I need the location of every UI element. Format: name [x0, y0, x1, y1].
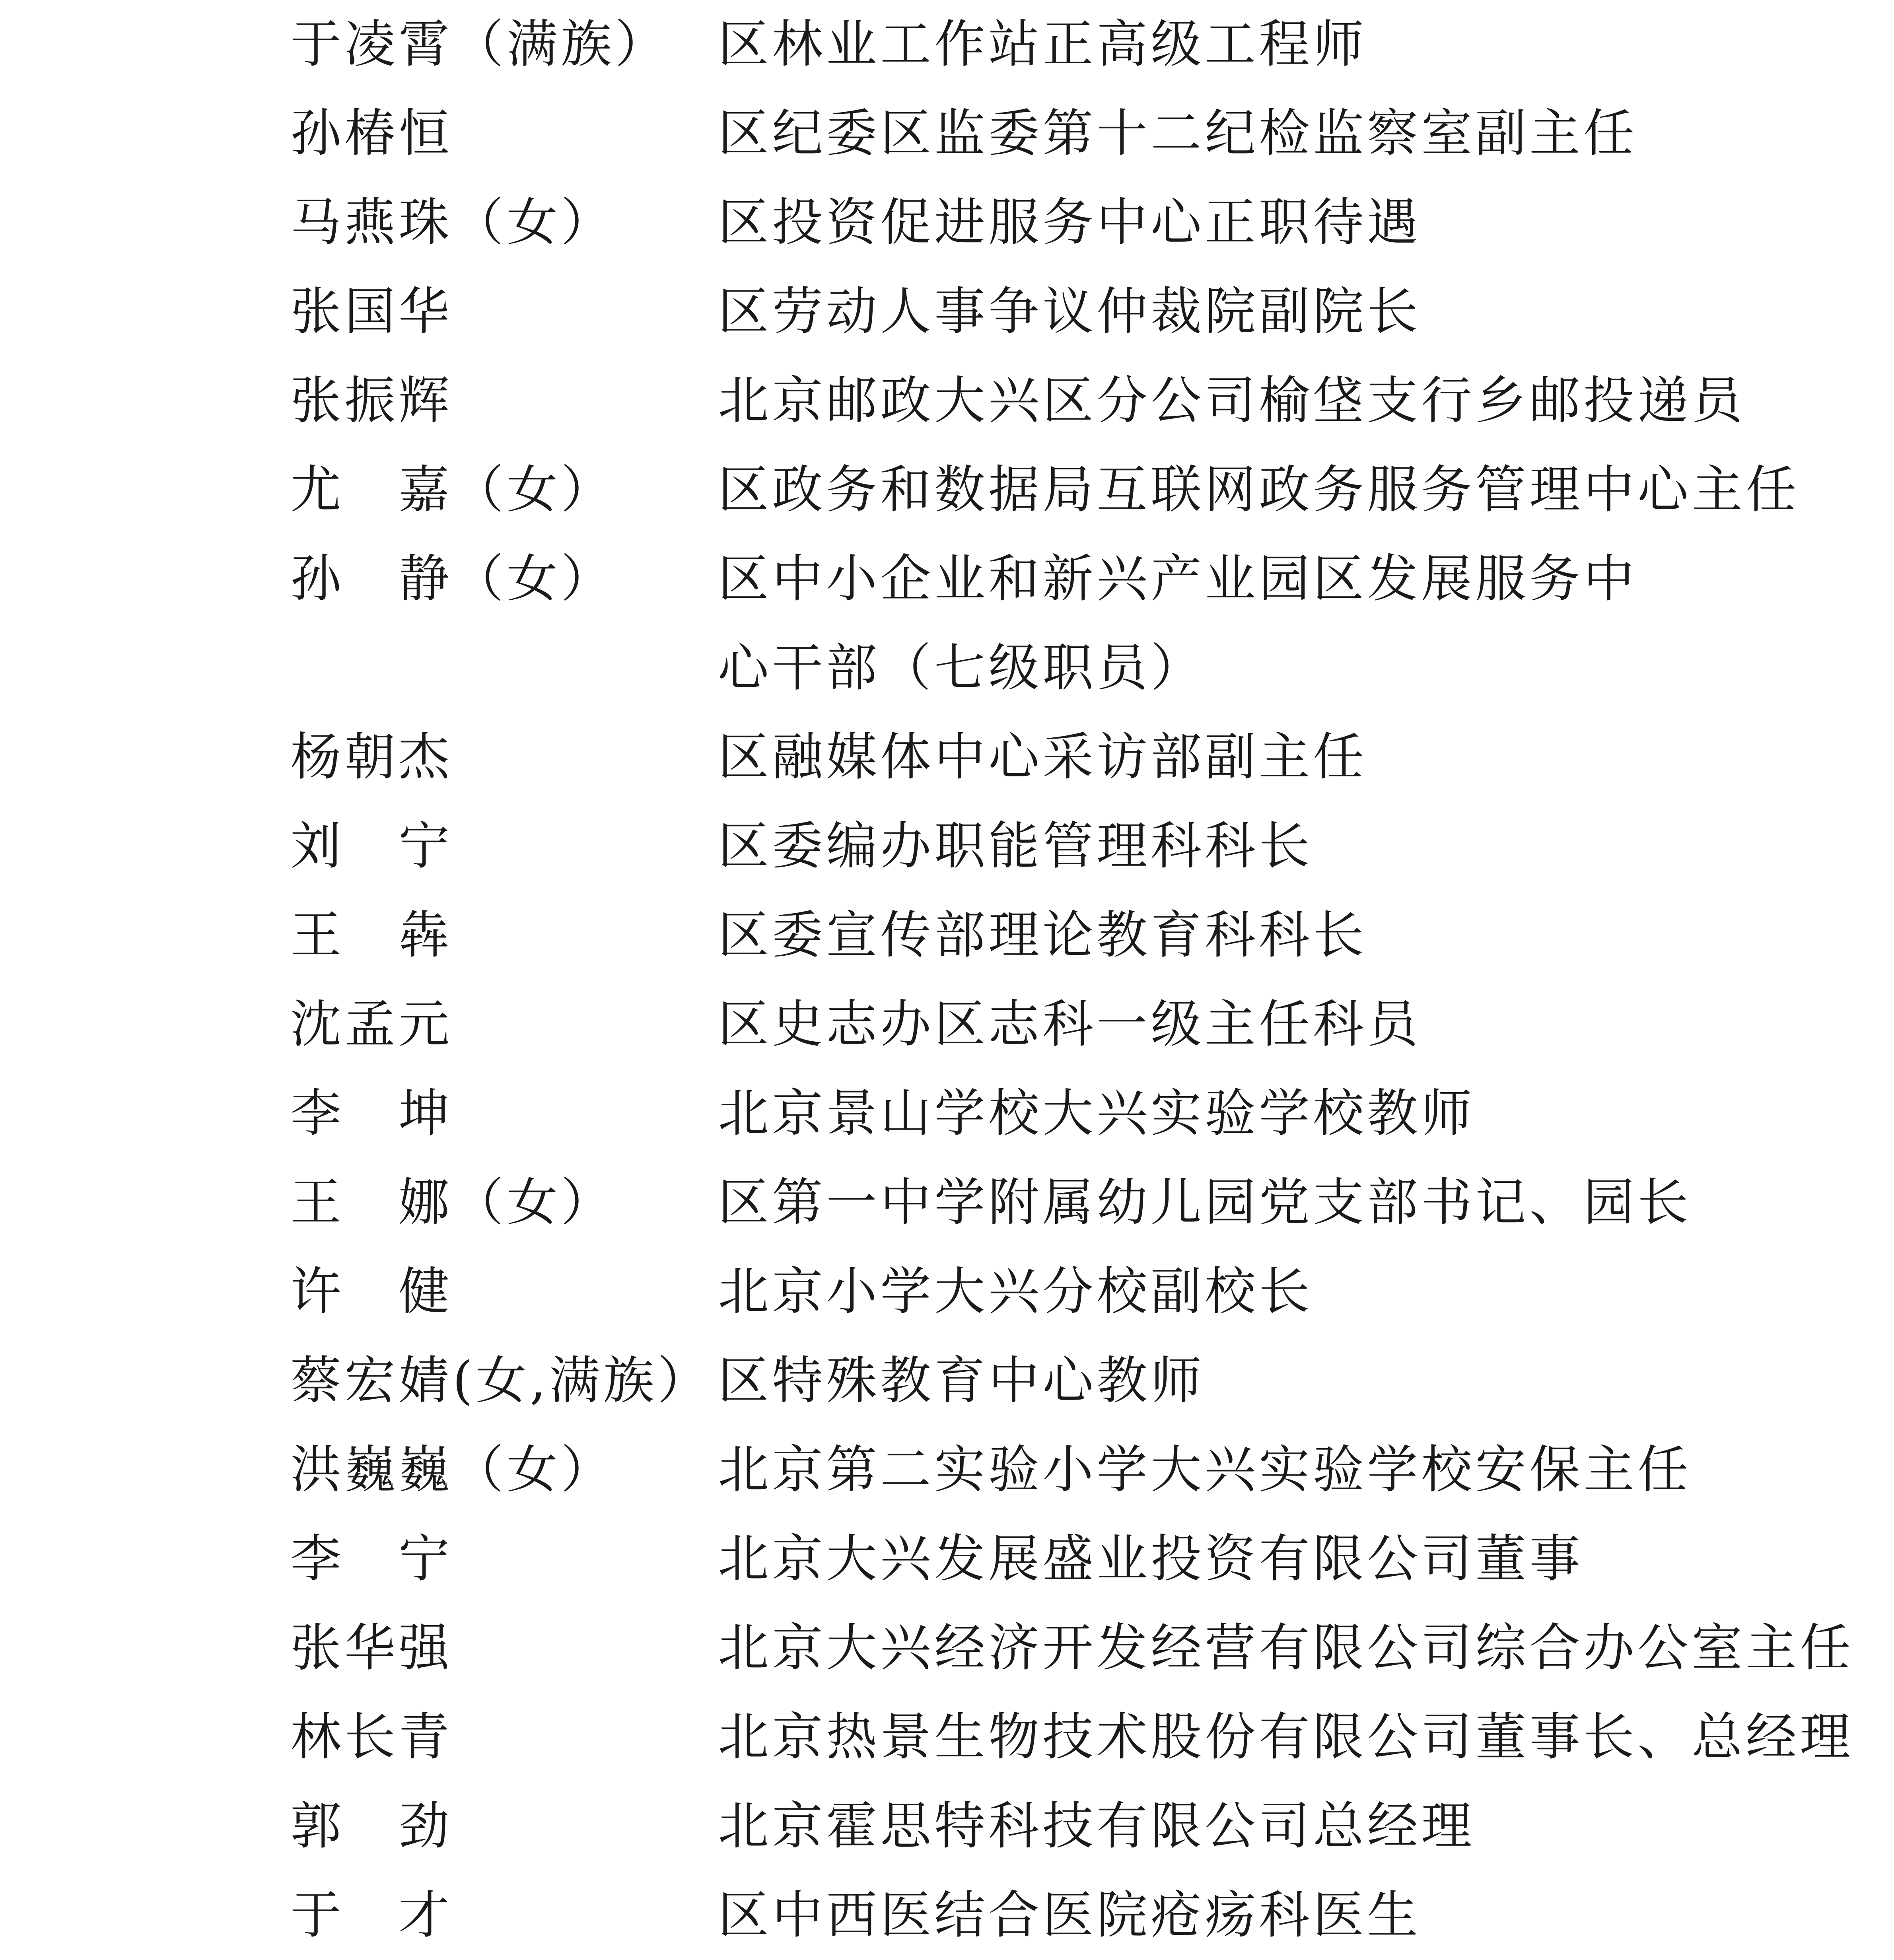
list-item	[0, 535, 1894, 698]
list-item	[0, 713, 1894, 802]
person-title: 区中西医结合医院疮疡科医生	[718, 1886, 1421, 1945]
person-name: 尤 嘉（女）	[290, 460, 615, 519]
person-title: 区委宣传部理论教育科科长	[718, 906, 1367, 965]
person-name: 沈孟元	[290, 995, 453, 1054]
person-name: 李 坤	[290, 1084, 453, 1143]
person-title: 北京邮政大兴区分公司榆垡支行乡邮投递员	[718, 371, 1746, 430]
list-item	[0, 1604, 1894, 1693]
person-name: 许 健	[290, 1262, 453, 1321]
person-title: 区融媒体中心采访部副主任	[718, 727, 1367, 787]
person-title: 区劳动人事争议仲裁院副院长	[718, 282, 1421, 341]
list-item	[0, 1247, 1894, 1336]
list-item	[0, 1069, 1894, 1158]
list-item	[0, 89, 1894, 178]
list-item	[0, 445, 1894, 535]
person-title: 北京大兴经济开发经营有限公司综合办公室主任	[718, 1618, 1854, 1678]
person-name: 王 娜（女）	[290, 1173, 615, 1232]
person-name: 杨朝杰	[290, 727, 453, 787]
list-item	[0, 980, 1894, 1069]
list-item	[0, 267, 1894, 356]
person-name: 张华强	[290, 1618, 453, 1678]
list-item	[0, 1782, 1894, 1871]
person-title: 北京大兴发展盛业投资有限公司董事	[718, 1529, 1584, 1589]
person-title: 区委编办职能管理科科长	[718, 817, 1313, 876]
list-item	[0, 1871, 1894, 1960]
list-item	[0, 802, 1894, 891]
person-title: 区史志办区志科一级主任科员	[718, 995, 1421, 1054]
list-item	[0, 1515, 1894, 1604]
person-title: 北京景山学校大兴实验学校教师	[718, 1084, 1476, 1143]
list-item	[0, 356, 1894, 445]
person-title: 区中小企业和新兴产业园区发展服务中	[718, 549, 1638, 609]
person-title: 区政务和数据局互联网政务服务管理中心主任	[718, 460, 1800, 519]
person-title: 北京热景生物技术股份有限公司董事长、总经理	[718, 1707, 1854, 1767]
person-name: 孙椿恒	[290, 104, 453, 163]
list-item	[0, 891, 1894, 980]
person-title: 北京霍思特科技有限公司总经理	[718, 1797, 1476, 1856]
person-title: 区特殊教育中心教师	[718, 1351, 1205, 1410]
person-name: 马燕珠（女）	[290, 193, 615, 252]
person-name: 蔡宏婧(女,满族）	[290, 1351, 712, 1410]
person-name: 于凌霄（满族）	[290, 15, 669, 74]
list-item	[0, 1693, 1894, 1782]
list-item	[0, 0, 1894, 89]
person-name: 王 犇	[290, 906, 453, 965]
person-title: 北京小学大兴分校副校长	[718, 1262, 1313, 1321]
person-name: 洪巍巍（女）	[290, 1440, 615, 1499]
list-item	[0, 1425, 1894, 1515]
person-title: 区林业工作站正高级工程师	[718, 15, 1367, 74]
person-title: 北京第二实验小学大兴实验学校安保主任	[718, 1440, 1692, 1499]
person-title: 区第一中学附属幼儿园党支部书记、园长	[718, 1173, 1692, 1232]
person-name: 张振辉	[290, 371, 453, 430]
list-item	[0, 1158, 1894, 1247]
list-item	[0, 1336, 1894, 1425]
person-title: 区纪委区监委第十二纪检监察室副主任	[718, 104, 1638, 163]
list-item	[0, 178, 1894, 267]
person-name: 刘 宁	[290, 817, 453, 876]
person-name: 林长青	[290, 1707, 453, 1767]
person-title-continued: 心干部（七级职员）	[718, 638, 1205, 698]
person-name: 孙 静（女）	[290, 549, 615, 609]
person-name: 李 宁	[290, 1529, 453, 1589]
person-title: 区投资促进服务中心正职待遇	[718, 193, 1421, 252]
person-name: 于 才	[290, 1886, 453, 1945]
person-name: 张国华	[290, 282, 453, 341]
person-name: 郭 劲	[290, 1797, 453, 1856]
